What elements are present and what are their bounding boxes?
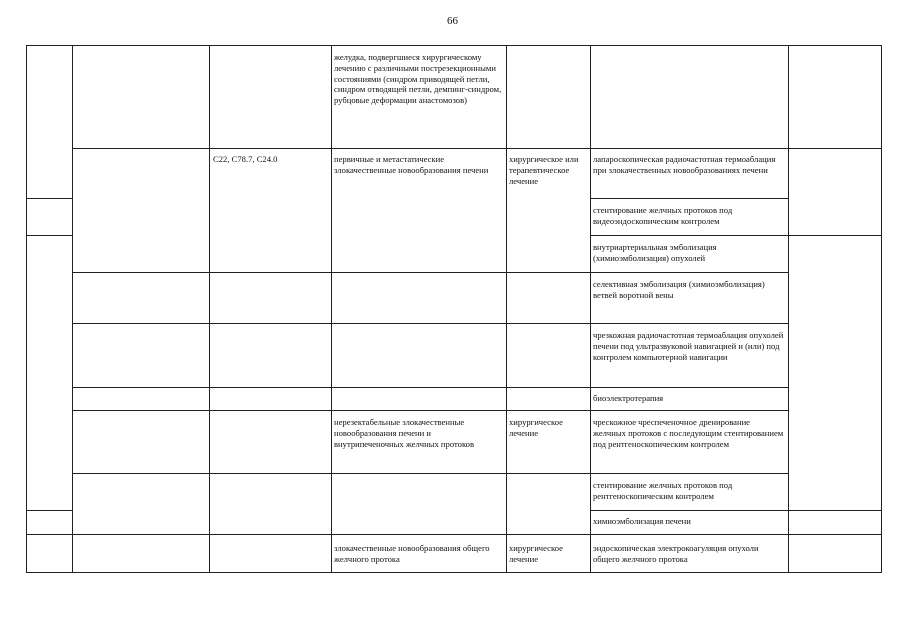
row-line-4 (72, 387, 590, 388)
method-line-3 (590, 272, 788, 273)
cell-diagnosis-r11: злокачественные новообразования общего желчного протока (334, 543, 490, 564)
method-line-4 (590, 323, 788, 324)
method-line-6 (590, 410, 788, 411)
row-line-1 (72, 148, 882, 149)
cell-method-r4: внутриартериальная эмболизация (химиоэмболизация) опухолей (593, 242, 717, 263)
col0-line-b (26, 235, 72, 236)
col6-line-b (788, 510, 882, 511)
cell-method-r5: селективная эмболизация (химиоэмболизация) ветвей воротной вены (593, 279, 765, 300)
cell-diagnosis-r8: нерезектабельные злокачественные новообразования печени и внутрипеченочных желчных протоков (334, 417, 475, 449)
cell-code-r2: C22, C78.7, C24.0 (213, 154, 278, 164)
row-line-2 (72, 272, 590, 273)
row-line-7 (72, 534, 590, 535)
method-line-5 (590, 387, 788, 388)
method-line-8 (590, 510, 788, 511)
method-line-9 (590, 534, 788, 535)
cell-method-r3: стентирование желчных протоков под видеоэндоскопическим контролем (593, 205, 733, 226)
table-border-right (881, 45, 882, 573)
cell-method-r11: эндоскопическая электрокоагуляция опухоли общего желчного протока (593, 543, 759, 564)
cell-method-r2: лапароскопическая радиочастотная термоаблация при злокачественных новообразованиях печени (593, 154, 776, 175)
method-line-7 (590, 473, 788, 474)
cell-method-r8: чрескожное чреспеченочное дренирование желчных протоков с последующим стентированием под рентгеноскопическим контролем (593, 417, 784, 449)
cell-treatment-r8: хирургическое лечение (509, 417, 563, 438)
row-line-6 (72, 473, 590, 474)
col-sep-1 (72, 45, 73, 573)
col-sep-5 (590, 45, 591, 573)
row-line-5 (72, 410, 590, 411)
col-sep-6 (788, 45, 789, 573)
col0-line-a (26, 198, 72, 199)
col-sep-3 (331, 45, 332, 573)
method-line-2 (590, 235, 788, 236)
col-sep-2 (209, 45, 210, 573)
cell-method-r9: стентирование желчных протоков под рентгеноскопическим контролем (593, 480, 733, 501)
cell-diagnosis-r1: желудка, подвергшиеся хирургическому лечению с различными пострезекционными состояниями (синдром приводящей петли, синдром отводящей петли, демпинг-синдром, рубцовые деформации анастомозов) (334, 52, 502, 106)
table-border-bottom (26, 572, 882, 573)
col-sep-4 (506, 45, 507, 573)
cell-treatment-r2: хирургическое или терапевтическое лечение (509, 154, 579, 186)
col0-line-d (26, 534, 72, 535)
col0-line-c (26, 510, 72, 511)
table-border-top (26, 45, 882, 46)
col6-line-a (788, 235, 882, 236)
cell-method-r6: чрезкожная радиочастотная термоаблация опухолей печени под ультразвуковой навигацией и (или) под контролем компьютерной навигации (593, 330, 784, 362)
method-line-1 (590, 198, 788, 199)
page-number: 66 (447, 15, 458, 27)
row-line-3 (72, 323, 590, 324)
cell-treatment-r11: хирургическое лечение (509, 543, 563, 564)
cell-method-r7: биоэлектротерапия (593, 393, 664, 403)
cell-diagnosis-r2: первичные и метастатические злокачественные новообразования печени (334, 154, 489, 175)
cell-method-r10: химиоэмболизация печени (593, 516, 691, 526)
table-border-left (26, 45, 27, 573)
col6-line-c (788, 534, 882, 535)
